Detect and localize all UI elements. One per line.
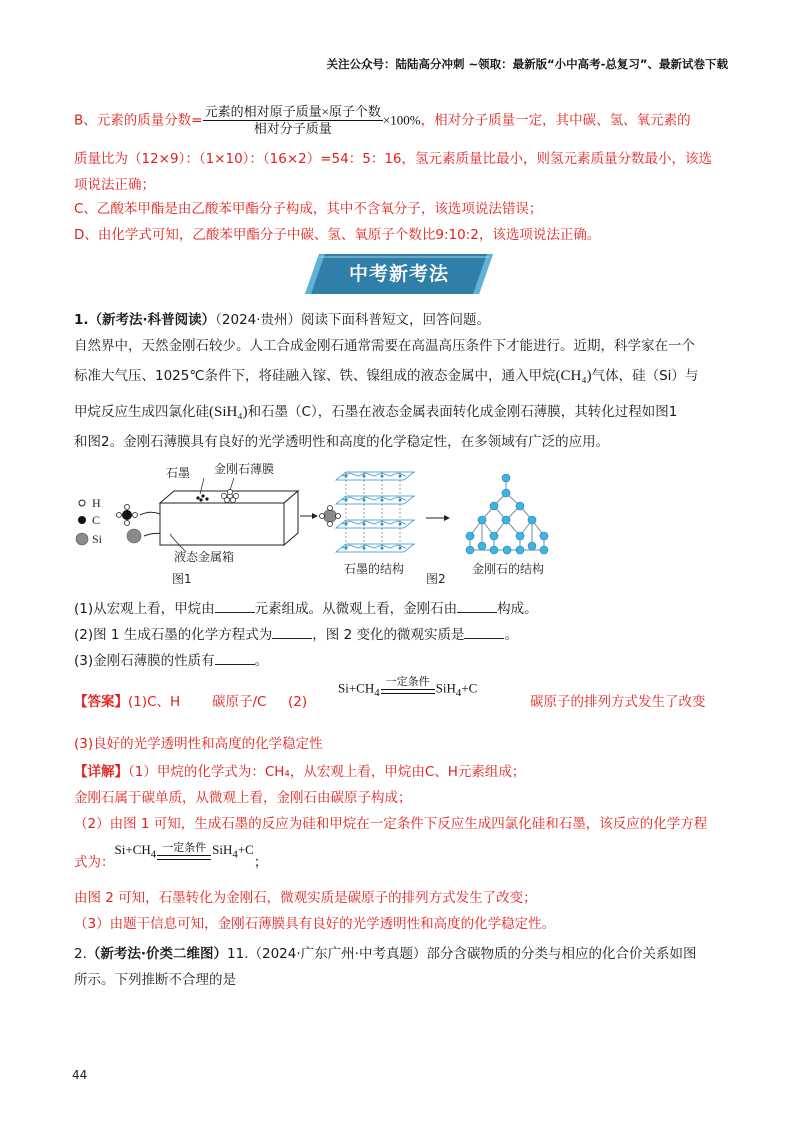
q1-sub2-a: (2)图 1 生成石墨的化学方程式为 [74,627,273,643]
answer-equation [338,676,477,699]
answer-blank[interactable] [272,624,312,639]
q1-para-line4: 和图2。金刚石薄膜具有良好的光学透明性和高度的化学稳定性，在多领域有广泛的应用。 [74,434,610,450]
detail-line2: 金刚石属于碳单质，从微观上看，金刚石由碳原子构成； [74,790,412,806]
answer-label: 【答案】 [74,694,128,710]
eq-left: Si+CH [114,842,151,857]
detail-label: 【详解】 [74,764,128,780]
eq-arrow [157,842,211,865]
silane-formula: (SiH₄) [209,404,248,420]
q1-title [74,310,740,330]
label-fig1: 图1 [172,572,192,586]
answer-2b: 碳原子的排列方式发生了改变 [530,694,706,710]
legend-si-label: Si [92,532,103,546]
option-b-line3: 项说法正确； [74,177,155,193]
eq-arrow [381,676,435,699]
q2-title-rest: 11.（2024·广东广州·中考真题）部分含碳物质的分类与相应的化合价关系如图 [227,946,697,962]
banner-title: 中考新考法 [348,263,449,285]
answer-3: (3)良好的光学透明性和高度的化学稳定性 [74,736,323,752]
fraction-percent: ×100% [382,112,421,128]
eq-double-line [157,855,211,860]
header-note: 关注公众号：陆陆高分冲刺 ~领取：最新版“小中高考-总复习”、最新试卷下载 [326,57,728,71]
q2-title [74,944,740,964]
label-diamond-structure: 金刚石的结构 [472,562,545,576]
fraction-numerator: 元素的相对原子质量×原子个数 [204,104,381,119]
eq-right-end: +C [237,842,254,857]
detail-line4 [74,841,740,875]
q1-sub1-a: (1)从宏观上看，甲烷由 [74,601,215,617]
q1-sub3 [74,650,740,671]
answer-blank[interactable] [464,624,504,639]
answer-2-label: (2) [288,694,308,710]
legend-c-label: C [92,513,101,527]
answer-label-line [74,692,180,712]
eq-right-sub: 4 [232,848,238,861]
label-diamond-film: 金刚石薄膜 [214,462,275,476]
q1-sub2-b: ，图 2 变化的微观实质是 [312,627,465,643]
option-b-line1 [74,104,740,137]
option-b-prefix: B、元素的质量分数= [74,112,203,129]
detail-line1 [74,762,740,782]
eq-right-sub: 4 [455,687,462,699]
eq-left-sub: 4 [374,687,380,699]
label-graphite: 石墨 [166,466,191,480]
eq-right: SiH [435,680,456,696]
option-b-suffix: ，相对分子质量一定，其中碳、氢、氧元素的 [420,112,691,129]
detail-line5: 由图 2 可知，石墨转化为金刚石，微观实质是碳原子的排列方式发生了改变； [74,890,537,906]
answer-1: (1)C、H [128,694,181,710]
label-liquid-metal-box: 液态金属箱 [174,550,235,564]
methane-formula: (CH₄) [555,368,592,384]
detail-1: （1）甲烷的化学式为：CH₄，从宏观上看，甲烷由C、H元素组成； [128,764,526,780]
q1-title-tag: 1.（新考法·科普阅读） [74,312,216,328]
answer-1b: 碳原子/C [212,694,267,710]
q1-sub3-b: 。 [254,653,269,669]
label-fig2: 图2 [426,572,446,586]
q1-sub1-b: 元素组成。从微观上看，金刚石由 [254,601,458,617]
q1-sub2-c: 。 [504,627,518,643]
answer-blank[interactable] [215,598,255,613]
q1-sub1-c: 构成。 [497,601,538,617]
q1-para-line2-b: 气体，硅（Si）与 [591,368,699,384]
eq-condition: 一定条件 [385,676,430,688]
eq-condition: 一定条件 [162,841,207,854]
q1-sub3-a: (3)金刚石薄膜的性质有 [74,653,215,669]
q2-number: 2. [74,946,87,962]
mass-fraction-formula [203,104,383,137]
eq-right-end: +C [461,680,478,696]
detail-line3: （2）由图 1 可知，生成石墨的反应为硅和甲烷在一定条件下反应生成四氯化硅和石墨，该反应的化学方程 [74,816,708,832]
detail-4-end: ； [253,854,268,871]
q1-para-line3-b: 和石墨（C），石墨在液态金属表面转化成金刚石薄膜，其转化过程如图1 [247,404,678,420]
section-banner [305,254,493,294]
q1-sub2 [74,624,740,645]
q1-para-line3 [74,402,740,422]
label-graphite-structure: 石墨的结构 [344,562,405,576]
eq-left: Si+CH [338,680,375,696]
eq-right: SiH [212,842,233,857]
fraction-denominator: 相对分子质量 [253,121,332,136]
figure-area [74,458,574,588]
option-c-line: C、乙酸苯甲酯是由乙酸苯甲酯分子构成，其中不含氧分子，该选项说法错误； [74,201,543,217]
q1-title-rest: （2024·贵州）阅读下面科普短文，回答问题。 [215,312,491,328]
q1-sub1 [74,598,740,619]
option-b-line2: 质量比为（12×9）：（1×10）：（16×2）=54：5：16，氢元素质量比最小，则氢元素质量分数最小，该选 [74,151,712,167]
legend-h-label: H [92,496,101,510]
answer-blank[interactable] [215,650,255,665]
answer-blank[interactable] [457,598,497,613]
eq-left-sub: 4 [150,848,157,861]
q1-para-line2 [74,366,740,386]
detail-4-prefix: 式为： [74,854,115,871]
q2-line2: 所示。下列推断不合理的是 [74,972,236,988]
eq-double-line [381,689,435,694]
q2-title-tag: （新考法·价类二维图） [86,946,228,962]
option-d-line: D、由化学式可知，乙酸苯甲酯分子中碳、氢、氧原子个数比9:10:2，该选项说法正确。 [74,227,601,243]
q1-para-line3-a: 甲烷反应生成四氯化硅 [74,404,209,420]
q1-para-line2-a: 标准大气压、1025℃条件下，将硅融入镓、铁、镍组成的液态金属中，通入甲烷 [74,368,556,384]
detail-line6: （3）由题干信息可知，金刚石薄膜具有良好的光学透明性和高度的化学稳定性。 [74,916,556,932]
q1-para-line1: 自然界中，天然金刚石较少。人工合成金刚石通常需要在高温高压条件下才能进行。近期，科学家在一个 [74,338,695,354]
detail-equation [115,840,254,865]
page-number: 44 [72,1068,88,1082]
